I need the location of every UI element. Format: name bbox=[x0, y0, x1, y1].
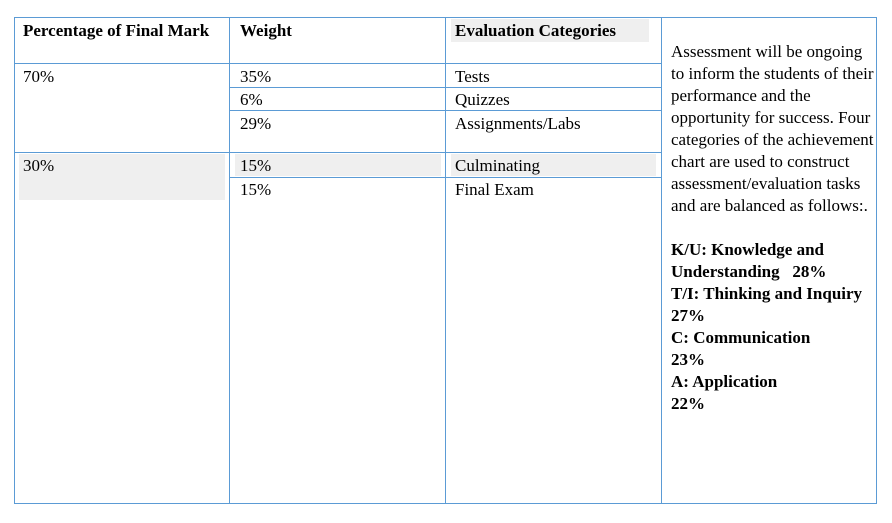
achievement-ku-label: K/U: Knowledge and Understanding bbox=[671, 240, 825, 281]
divider-col2 bbox=[445, 17, 446, 504]
row-line-group2 bbox=[14, 152, 661, 153]
achievement-c-label: C: Communication bbox=[671, 328, 811, 347]
row-line-quizzes bbox=[229, 87, 661, 88]
weight-final-exam: 15% bbox=[240, 180, 272, 199]
border-left bbox=[14, 17, 15, 504]
border-right bbox=[876, 17, 877, 504]
weight-assignments: 29% bbox=[240, 114, 272, 133]
category-final-exam: Final Exam bbox=[455, 180, 534, 199]
assessment-description: Assessment will be ongoing to inform the students of their performance and the opportunity for success. Four categories of the achievement chart are used to construct assessment/evaluation tasks and are balanced as follows:. bbox=[671, 42, 874, 215]
category-quizzes: Quizzes bbox=[455, 90, 510, 109]
weight-tests: 35% bbox=[240, 67, 272, 86]
achievement-a-label: A: Application bbox=[671, 372, 778, 391]
category-culminating: Culminating bbox=[455, 156, 540, 175]
achievement-ti-value: 27% bbox=[671, 306, 705, 325]
assessment-description-cell bbox=[671, 41, 876, 415]
header-weight: Weight bbox=[240, 21, 292, 40]
weight-culminating: 15% bbox=[240, 156, 272, 175]
row-line-assignments bbox=[229, 110, 661, 111]
group1-percentage: 70% bbox=[23, 67, 55, 86]
header-percentage: Percentage of Final Mark bbox=[23, 21, 210, 40]
achievement-a-value: 22% bbox=[671, 394, 705, 413]
achievement-ku-value: 28% bbox=[792, 262, 827, 281]
divider-col3 bbox=[661, 17, 662, 504]
row-line-final-exam bbox=[229, 177, 661, 178]
achievement-ti-label: T/I: Thinking and Inquiry bbox=[671, 284, 863, 303]
achievement-c-value: 23% bbox=[671, 350, 705, 369]
achievement-ti bbox=[671, 283, 876, 327]
achievement-c bbox=[671, 327, 876, 371]
category-assignments: Assignments/Labs bbox=[455, 114, 581, 133]
row-line-header bbox=[14, 63, 661, 64]
weight-quizzes: 6% bbox=[240, 90, 263, 109]
achievement-a bbox=[671, 371, 876, 415]
achievement-ku bbox=[671, 239, 876, 283]
spacer bbox=[671, 217, 876, 239]
category-tests: Tests bbox=[455, 67, 490, 86]
group2-percentage: 30% bbox=[23, 156, 55, 175]
divider-col1 bbox=[229, 17, 230, 504]
header-categories: Evaluation Categories bbox=[455, 21, 617, 40]
